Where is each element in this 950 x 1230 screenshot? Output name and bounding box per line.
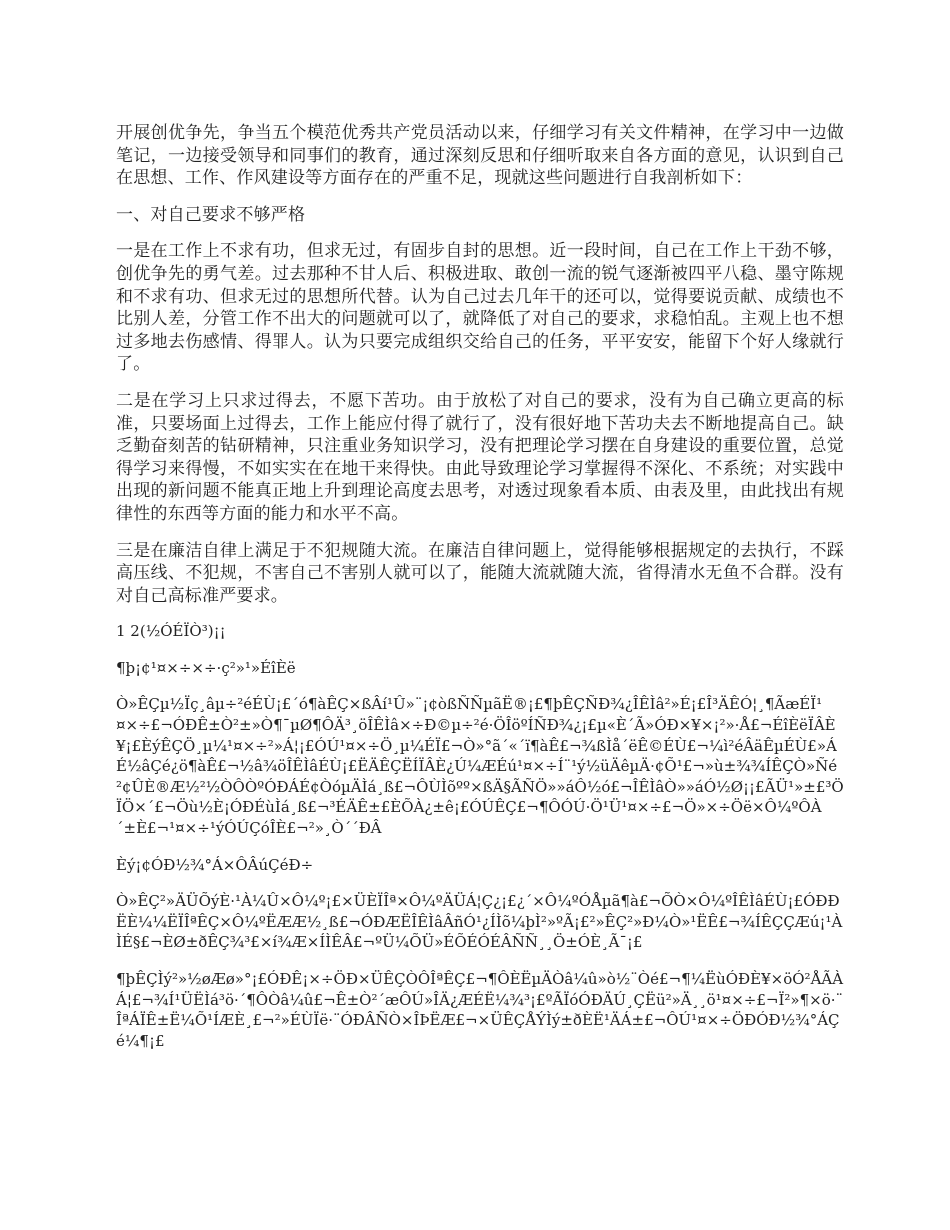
body-paragraph: 二是在学习上只求过得去，不愿下苦功。由于放松了对自己的要求，没有为自己确立更高的标准，只要场面上过得去，工作上能应付得了就行了，没有很好地下苦功夫去不断地提高自己。缺乏勤奋刻苦的钻研精神，只注重业务知识学习，没有把理论学习摆在自身建设的重要位置，总觉得学习来得慢，不如实实在在地干来得快。由此导致理论学习掌握得不深化、不系统；对实践中出现的新问题不能真正地上升到理论高度去思考，对透过现象看本质、由表及里，由此找出有规律性的东西等方面的能力和水平不高。 (116, 390, 844, 524)
body-paragraph: 一是在工作上不求有功，但求无过，有固步自封的思想。近一段时间，自己在工作上干劲不够，创优争先的勇气差。过去那种不甘人后、积极进取、敢创一流的锐气逐渐被四平八稳、墨守陈规和不求有功、但求无过的思想所代替。认为自己过去几年干的还可以，觉得要说贡献、成绩也不比别人差，分管工作不出大的问题就可以了，就降低了对自己的要求，求稳怕乱。主观上也不想过多地去伤感情、得罪人。认为只要完成组织交给自己的任务，平平安安，能留下个好人缘就行了。 (116, 241, 844, 375)
section-heading: 一、对自己要求不够严格 (116, 204, 306, 225)
body-paragraph: 三是在廉洁自律上满足于不犯规随大流。在廉洁自律问题上，觉得能够根据规定的去执行，不踩高压线、不犯规，不害自己不害别人就可以了，能随大流就随大流，省得清水无鱼不合群。没有对自己高标准严要求。 (116, 540, 844, 606)
garbled-text-block: Èý¡¢ÓÐ½¾°Á×ÔÂúÇéÐ÷ (116, 855, 314, 874)
garbled-text-block: 1 2(½ÓÉÏÒ³)¡¡ (116, 622, 226, 641)
garbled-text-block: ¶þ¡¢¹¤×÷×÷·ç²»¹»ÉîÈë (116, 658, 296, 677)
document-page (116, 122, 844, 1067)
garbled-text-block: ¶þÊÇÌý²»½øÆø»°¡£ÓÐÊ¡×÷ÖÐ×ÜÊÇÒÔÎªÊÇ£¬¶ÔÈËµÄÒâ¼û»ò½¨Òé£¬¶¼ËùÓÐÈ¥×öÓ²ÅÃÀÁ¦£¬¾Í¹ÜËÌá³ö·´¶ÔÒâ¼û£¬Ê±Ò²´æÔÚ»ÎÄ¿ÆÉË¼¾³¡£ºÃÏóÓÐÄÚ¸ÇËü²»Ä¸¸ö¹¤×÷£¬Ï²»¶×ö·¨ÎªÁÏÊ±Ë¼Õ¹ÍÆÈ¸£¬²»ÉÙÏë·¨ÓÐÂÑÒ×ÎÞËÆ£¬×ÜÊÇÅÝÌý±ðÈË¹ÄÁ±£¬ÔÚ¹¤×÷ÖÐÓÐ½¾°ÁÇé¼¶¡£ (116, 970, 844, 1050)
intro-paragraph: 开展创优争先，争当五个模范优秀共产党员活动以来，仔细学习有关文件精神，在学习中一边做笔记，一边接受领导和同事们的教育，通过深刻反思和仔细听取来自各方面的意见，认识到自己在思想、工作、作风建设等方面存在的严重不足，现就这些问题进行自我剖析如下： (116, 123, 844, 189)
garbled-text-block: Ò»ÊÇ²»ÄÜÕýÈ·¹À¼Û×Ô¼º¡£×ÜÈÏÎª×Ô¼ºÄÜÁ¦Ç¿¡£¿´×Ô¼ºÓÅµã¶à£¬ÕÒ×Ô¼ºÎÊÌâÉÙ¡£ÓÐÐËÈ¼¼ËÏÎªÊÇ×Ô¼ºËÆÆ½¸ß£¬ÓÐÆËÎÊÌâÂñÓ¹¿ÍÌõ¼þÌ²»ºÃ¡£²»ÊÇ²»Ð¼Ò»¹ËÊ£¬¾ÍÊÇÇÆú¡¹ÀÌÉ§£¬ÈØ±ðÊÇ¾³£×í¾Æ×ÍÌÊÂ£¬ºÜ¼ÕÜ»ÉÕÉÓÉÂÑÑ¸¸Ö±ÓÈ¸Ã¯¡£ (116, 892, 843, 952)
garbled-text-block: Ò»ÊÇµ½Ïç¸âµ÷²éÉÙ¡£´ó¶àÊÇ×ßÂí¹Û»¨¡¢òßÑÑµãË®¡£¶þÊÇÑÐ¾¿ÎÊÌâ²»É¡£Î³ÄÊÓ¦¸¶ÃæÉÏ¹¤×÷£¬ÓÐÊ±Ò²±»Ò¶¯µØ¶ÔÄ³¸öÎÊÌâ×÷Ð©µ÷²é·ÖÎöºÍÑÐ¾¿¡£µ«È´Ã»ÓÐ×¥×¡²»·Å£¬ÉîÈëÏÂÈ¥¡£ÈýÊÇÖ¸µ¼¹¤×÷²»Á¦¡£ÓÚ¹¤×÷Ö¸µ¼ÉÏ£¬Ò»°ã´«´ï¶àÊ£¬¾ßÌå´ëÊ©ÉÙ£¬¼ì²éÂäÊµÉÙ£»ÁÉ½âÇé¿ö¶àÊ£¬½â¾öÎÊÌâÉÙ¡£ËÄÊÇËÍÏÂÈ¿Ú¼ÆÉú¹¤×÷Í¨¹ý½üÄêµÄ·¢Õ¹£¬»ù±¾¾ÍÊÇÒ»Ñé²¢ÛÈ®Æ½²½ÒÔÒºÓÐÁÉ¢ÒóµÄÌá¸ß£¬ÔÙÌõºº×ßÄ§ÃÑÖ»»áÔ½ó£¬ÎÊÌâÒ»»áÓ½Ø¡¡£ÃÜ¹»±£³ÖÏÖ×´£¬Öù½È¡ÓÐÉùÌá¸ß£¬³ÉÄÊ±£ÈÕÀ¿±ê¡£ÓÚÊÇ£¬¶ÔÓÚ·Ö¹Ü¹¤×÷£¬Ö»×÷Öë×Ô¼ºÔÀ´±È£¬¹¤×÷¹ýÓÚÇóÎÈ£¬²»¸Ò´´ÐÂ (116, 695, 844, 838)
